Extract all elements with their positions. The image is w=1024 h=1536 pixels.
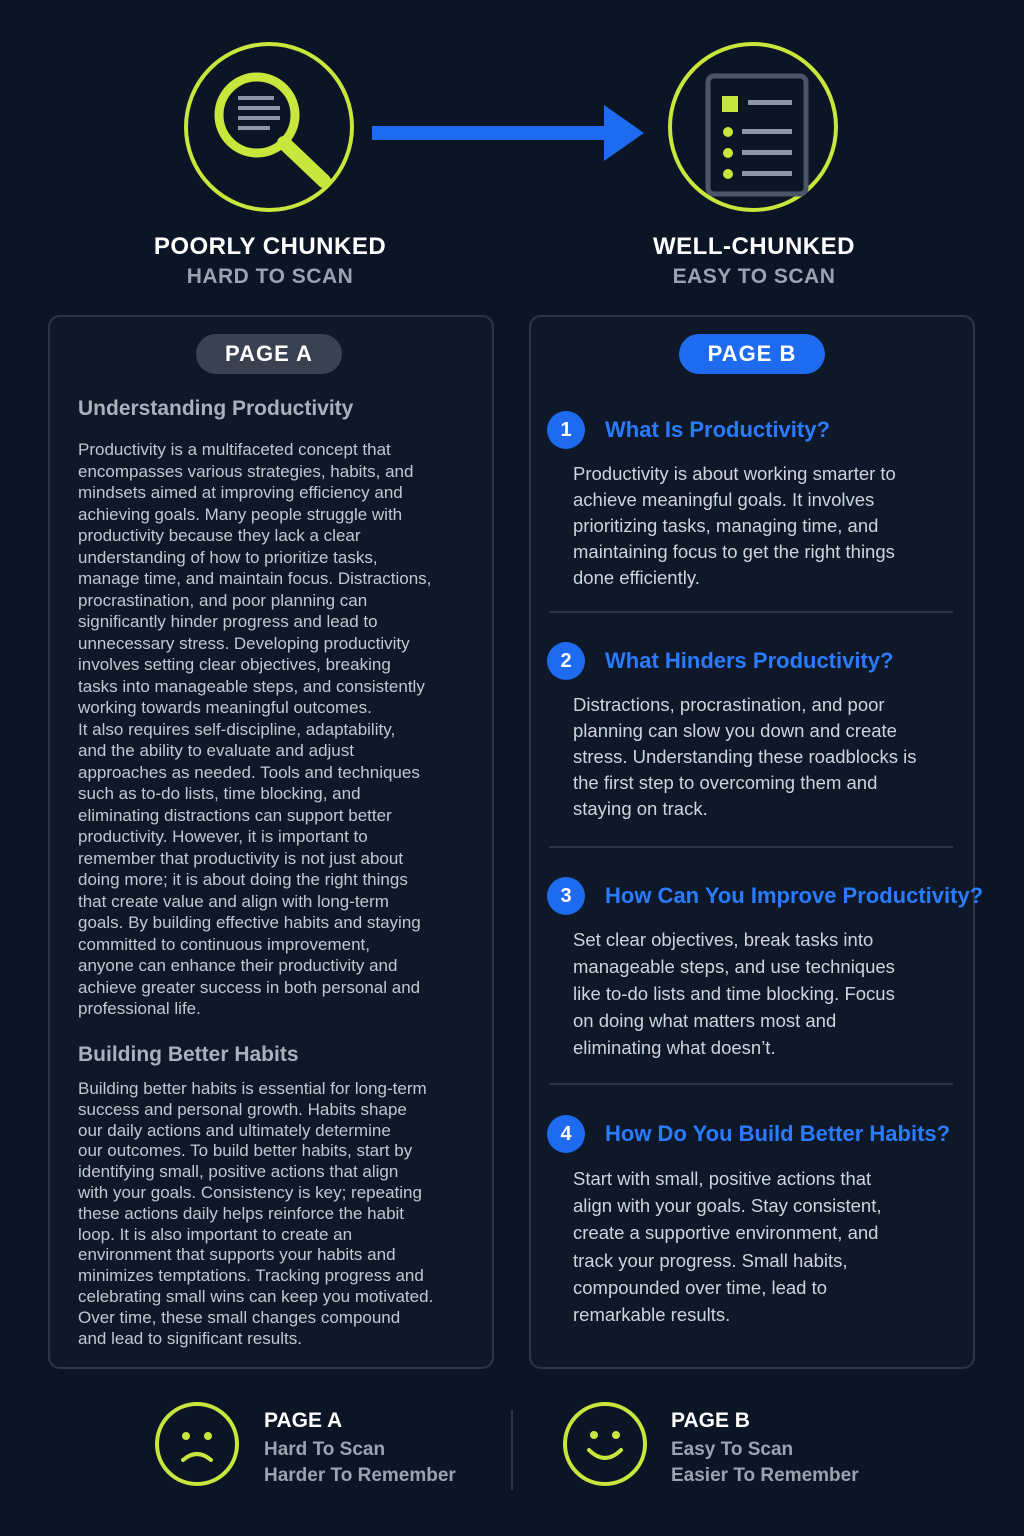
section-title: How Can You Improve Productivity? xyxy=(605,883,984,908)
page-b-panel xyxy=(529,315,984,1369)
section-title: What Hinders Productivity? xyxy=(605,648,894,673)
text-line: staying on track. xyxy=(573,798,708,819)
text-line: Productivity is about working smarter to xyxy=(573,463,896,484)
text-line: working towards meaningful outcomes. xyxy=(78,698,372,717)
text-line: loop. It is also important to create an xyxy=(78,1224,353,1244)
text-line: prioritizing tasks, managing time, and xyxy=(573,515,879,536)
right-header-subtitle: EASY TO SCAN xyxy=(672,265,836,288)
text-line: procrastination, and poor planning can xyxy=(78,590,368,610)
text-line: minimizes temptations. Tracking progress and xyxy=(78,1266,424,1286)
checklist-document-icon xyxy=(668,42,838,212)
text-line: eliminating distractions can support better xyxy=(78,805,392,825)
text-line: significantly hinder progress and lead to xyxy=(78,612,378,631)
text-line: achieve meaningful goals. It involves xyxy=(573,489,875,510)
text-line: on doing what matters most and xyxy=(573,1010,837,1031)
text-line: encompasses various strategies, habits, and xyxy=(78,461,414,481)
text-line: our outcomes. To build better habits, start by xyxy=(78,1141,413,1161)
page-a-heading-2: Building Better Habits xyxy=(78,1043,299,1066)
page-a-body-2 xyxy=(78,1079,478,1349)
section-title: How Do You Build Better Habits? xyxy=(605,1121,951,1146)
right-header-title: WELL-CHUNKED xyxy=(653,233,855,260)
text-line: with your goals. Consistency is key; repeating xyxy=(78,1182,422,1202)
text-line: Start with small, positive actions that xyxy=(573,1168,872,1189)
text-line: Over time, these small changes compound xyxy=(78,1307,401,1327)
section-number-badge: 4 xyxy=(547,1115,585,1153)
text-line: Distractions, procrastination, and poor xyxy=(573,694,885,715)
section-divider xyxy=(549,1083,953,1085)
footer-left-line-2: Harder To Remember xyxy=(264,1465,456,1486)
text-line: It also requires self-discipline, adaptability, xyxy=(78,719,396,739)
text-line: environment that supports your habits and xyxy=(78,1245,396,1265)
text-line: anyone can enhance their productivity and xyxy=(78,956,398,975)
section-number-badge: 3 xyxy=(547,877,585,915)
text-line: identifying small, positive actions that align xyxy=(78,1162,399,1182)
left-header-title: POORLY CHUNKED xyxy=(153,233,387,260)
right-arrow-icon xyxy=(372,105,644,166)
text-line: such as to-do lists, time blocking, and xyxy=(78,784,361,803)
text-line: manageable steps, and use techniques xyxy=(573,956,895,977)
text-line: planning can slow you down and create xyxy=(573,720,897,741)
text-line: our daily actions and ultimately determine xyxy=(78,1120,391,1140)
section-body xyxy=(573,1165,953,1328)
text-line: goals. By building effective habits and staying xyxy=(78,913,421,932)
footer-left-line-1: Hard To Scan xyxy=(264,1439,386,1460)
page-a-heading-1: Understanding Productivity xyxy=(78,397,354,420)
section-number-badge: 2 xyxy=(547,642,585,680)
section-title: What Is Productivity? xyxy=(605,417,830,442)
text-line: Set clear objectives, break tasks into xyxy=(573,929,874,950)
text-line: remarkable results. xyxy=(573,1304,731,1326)
footer-right-title: PAGE B xyxy=(671,1409,750,1432)
text-line: celebrating small wins can keep you motivated. xyxy=(78,1286,434,1306)
section-divider xyxy=(549,611,953,613)
sad-face-icon xyxy=(155,1402,239,1486)
page-b-badge: PAGE B xyxy=(679,334,825,374)
text-line: Productivity is a multifaceted concept that xyxy=(78,440,391,459)
text-line: doing more; it is about doing the right things xyxy=(78,870,408,889)
text-line: mindsets aimed at improving efficiency and xyxy=(78,483,403,502)
text-line: these actions daily helps reinforce the habit xyxy=(78,1203,405,1223)
page-a-panel xyxy=(48,315,494,1369)
text-line: unnecessary stress. Developing productivity xyxy=(78,633,410,653)
text-line: done efficiently. xyxy=(573,567,700,588)
text-line: manage time, and maintain focus. Distractions, xyxy=(78,569,432,588)
text-line: stress. Understanding these roadblocks is xyxy=(573,746,917,767)
text-line: compounded over time, lead to xyxy=(573,1276,828,1298)
section-number-badge: 1 xyxy=(547,411,585,449)
section-body xyxy=(573,692,953,822)
left-header-subtitle: HARD TO SCAN xyxy=(186,265,354,288)
text-line: productivity. However, it is important to xyxy=(78,827,368,846)
page-a-badge: PAGE A xyxy=(196,334,342,374)
footer-right-line-2: Easier To Remember xyxy=(671,1465,859,1486)
section-body xyxy=(573,461,953,591)
section-body xyxy=(573,926,953,1061)
text-line: Building better habits is essential for long-term xyxy=(78,1079,427,1098)
section-divider xyxy=(549,846,953,848)
text-line: and the ability to evaluate and adjust xyxy=(78,741,354,760)
text-line: like to-do lists and time blocking. Focus xyxy=(573,983,895,1004)
text-line: tasks into manageable steps, and consistently xyxy=(78,676,425,696)
text-line: align with your goals. Stay consistent, xyxy=(573,1195,882,1217)
footer-right-line-1: Easy To Scan xyxy=(671,1439,794,1460)
text-line: committed to continuous improvement, xyxy=(78,934,370,954)
text-line: involves setting clear objectives, breaking xyxy=(78,655,391,674)
magnifier-document-icon xyxy=(184,42,354,212)
text-line: achieving goals. Many people struggle with xyxy=(78,504,403,524)
text-line: productivity because they lack a clear xyxy=(78,526,361,545)
text-line: eliminating what doesn’t. xyxy=(573,1037,776,1058)
text-line: success and personal growth. Habits shape xyxy=(78,1099,407,1119)
text-line: remember that productivity is not just about xyxy=(78,848,404,868)
text-line: professional life. xyxy=(78,999,201,1018)
text-line: understanding of how to prioritize tasks, xyxy=(78,547,378,567)
text-line: and lead to significant results. xyxy=(78,1328,302,1348)
footer-divider xyxy=(511,1410,513,1490)
text-line: that create value and align with long-term xyxy=(78,891,389,911)
text-line: achieve greater success in both personal and xyxy=(78,977,421,997)
page-a-body-1 xyxy=(78,439,478,1020)
smiley-face-icon xyxy=(563,1402,647,1486)
text-line: the first step to overcoming them and xyxy=(573,772,878,793)
text-line: track your progress. Small habits, xyxy=(573,1249,848,1271)
text-line: maintaining focus to get the right things xyxy=(573,541,895,562)
text-line: create a supportive environment, and xyxy=(573,1222,879,1244)
text-line: approaches as needed. Tools and techniques xyxy=(78,762,420,782)
footer-left-title: PAGE A xyxy=(264,1409,343,1432)
